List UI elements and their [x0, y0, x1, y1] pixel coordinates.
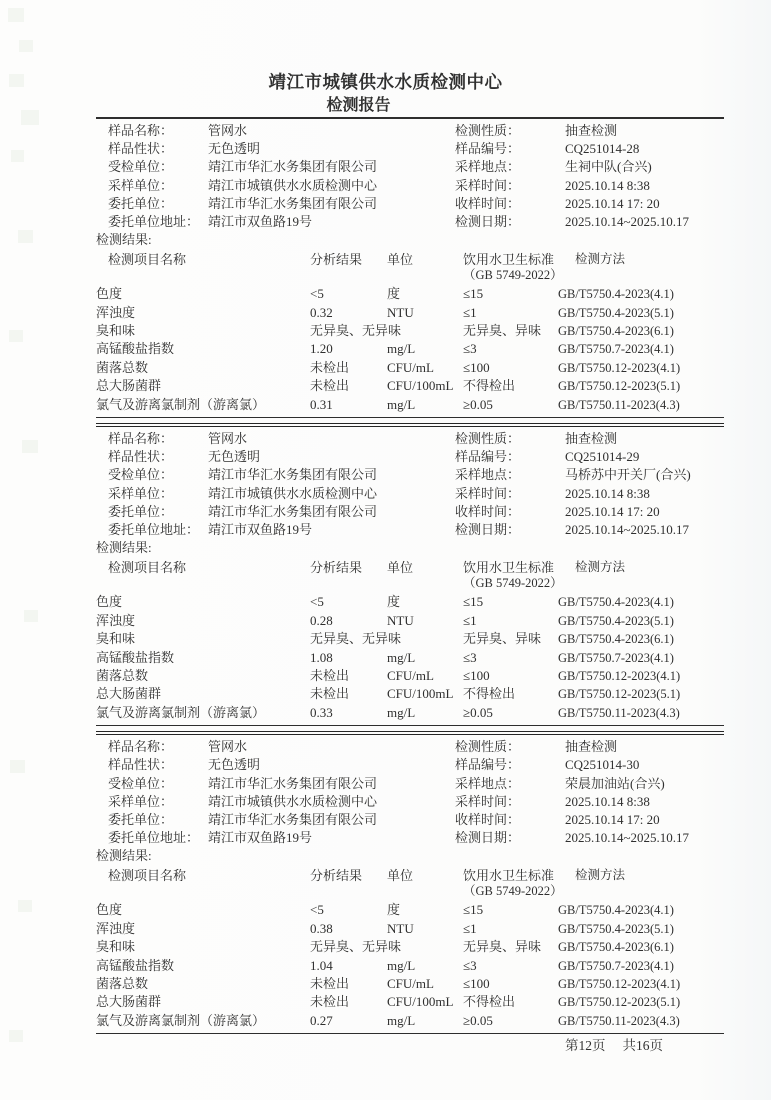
field-row	[455, 466, 691, 484]
unit: NTU	[387, 920, 414, 936]
results-table-header	[96, 559, 724, 591]
standard-limit: 不得检出	[463, 378, 516, 394]
analysis-result: 0.31	[310, 396, 333, 412]
standard-limit: ≤1	[463, 304, 477, 320]
analysis-result: 1.20	[310, 341, 333, 357]
analysis-result: 0.28	[310, 612, 333, 628]
total-pages: 共16页	[622, 1038, 663, 1054]
field-label: 受检单位：	[108, 775, 174, 791]
unit: CFU/100mL	[387, 378, 454, 394]
unit: mg/L	[387, 1012, 416, 1028]
result-row	[96, 993, 724, 1011]
result-row	[96, 938, 724, 956]
field-label: 样品性状：	[108, 757, 174, 773]
result-row	[96, 377, 724, 395]
test-method: GB/T5750.12-2023(4.1)	[558, 360, 681, 375]
result-row	[96, 957, 724, 975]
test-method: GB/T5750.4-2023(4.1)	[558, 903, 674, 918]
field-label: 委托单位：	[108, 503, 174, 519]
sample-section-3	[96, 735, 724, 1034]
unit: mg/L	[387, 704, 416, 720]
result-row	[96, 649, 724, 667]
field-row	[455, 793, 689, 811]
field-value: 管网水	[208, 123, 248, 138]
field-value: CQ251014-29	[565, 449, 640, 465]
test-method: GB/T5750.4-2023(5.1)	[558, 921, 674, 936]
column-header-unit: 单位	[387, 560, 414, 576]
field-label: 受检单位：	[108, 159, 174, 175]
field-value: 靖江市城镇供水水质检测中心	[208, 485, 378, 501]
result-row	[96, 593, 724, 611]
field-value: 2025.10.14 17: 20	[565, 195, 660, 211]
standard-limit: 无异臭、异味	[463, 631, 542, 647]
field-row	[455, 213, 689, 231]
standard-limit: ≤15	[463, 594, 484, 610]
standard-limit: ≤3	[463, 341, 477, 357]
field-value: 靖江市华汇水务集团有限公司	[208, 467, 378, 483]
field-label: 委托单位地址：	[108, 214, 200, 230]
field-value: 生祠中队(合兴)	[565, 159, 652, 175]
field-label: 采样时间：	[455, 793, 521, 809]
standard-limit: ≤100	[463, 359, 490, 375]
scan-artifact	[21, 110, 39, 125]
column-header-item: 检测项目名称	[108, 868, 187, 884]
unit	[387, 938, 463, 956]
results-label: 检测结果:	[96, 232, 152, 248]
analysis-result: <5	[310, 902, 324, 918]
field-label: 采样单位：	[108, 177, 174, 193]
scan-artifact	[11, 150, 24, 162]
test-method: GB/T5750.11-2023(4.3)	[558, 705, 680, 720]
field-row	[455, 158, 689, 176]
field-value: 靖江市华汇水务集团有限公司	[208, 195, 378, 211]
results-table-header	[96, 867, 724, 899]
column-header-item: 检测项目名称	[108, 252, 187, 268]
scan-artifact	[8, 8, 24, 22]
standard-limit: ≤15	[463, 902, 484, 918]
report-content	[96, 117, 724, 1034]
field-label: 采样单位：	[108, 485, 174, 501]
unit: mg/L	[387, 341, 416, 357]
field-label: 采样时间：	[455, 177, 521, 193]
field-label: 检测性质：	[455, 739, 521, 755]
field-value: CQ251014-30	[565, 757, 640, 773]
result-row	[96, 920, 724, 938]
unit: 度	[387, 902, 401, 918]
field-label: 采样时间：	[455, 485, 521, 501]
test-method: GB/T5750.4-2023(6.1)	[558, 940, 674, 955]
scan-artifact	[24, 610, 38, 622]
standard-header-line2: （GB 5749-2022）	[463, 884, 563, 899]
sample-fields	[96, 430, 724, 539]
unit: mg/L	[387, 396, 416, 412]
page-footer	[96, 1036, 771, 1056]
field-value: 无色透明	[208, 757, 261, 773]
analysis-result: 未检出	[310, 686, 350, 702]
standard-limit: 无异臭、异味	[463, 323, 542, 339]
column-header-result: 分析结果	[310, 868, 363, 884]
test-method: GB/T5750.4-2023(5.1)	[558, 613, 674, 628]
scan-artifact	[9, 74, 24, 87]
parameter-name: 浑浊度	[96, 612, 136, 628]
field-value: 抽查检测	[565, 431, 618, 447]
field-label: 检测性质：	[455, 431, 521, 447]
parameter-name: 浑浊度	[96, 920, 136, 936]
field-row	[455, 140, 689, 158]
scan-artifact	[10, 760, 25, 773]
field-row	[455, 521, 691, 539]
field-value: 无色透明	[208, 141, 261, 157]
results-label: 检测结果:	[96, 848, 152, 864]
parameter-name: 菌落总数	[96, 359, 149, 375]
field-value: 马桥苏中开关厂(合兴)	[565, 467, 691, 483]
result-row	[96, 704, 724, 722]
field-value: 靖江市城镇供水水质检测中心	[208, 177, 378, 193]
field-label: 样品名称：	[108, 123, 174, 138]
field-value: 2025.10.14~2025.10.17	[565, 522, 690, 538]
unit: CFU/mL	[387, 975, 434, 991]
standard-header-line2: （GB 5749-2022）	[463, 268, 563, 283]
field-row	[455, 195, 689, 213]
parameter-name: 氯气及游离氯制剂（游离氯）	[96, 1012, 266, 1028]
parameter-name: 氯气及游离氯制剂（游离氯）	[96, 704, 266, 720]
test-method: GB/T5750.7-2023(4.1)	[558, 342, 674, 357]
analysis-result: 未检出	[310, 378, 350, 394]
field-value: 靖江市双鱼路19号	[208, 830, 313, 846]
field-value: 2025.10.14~2025.10.17	[565, 214, 690, 230]
test-method: GB/T5750.7-2023(4.1)	[558, 958, 674, 973]
standard-limit: 不得检出	[463, 994, 516, 1010]
analysis-result: 0.32	[310, 304, 333, 320]
standard-limit: ≤100	[463, 667, 490, 683]
field-label: 样品名称：	[108, 431, 174, 447]
field-value: 2025.10.14~2025.10.17	[565, 830, 690, 846]
field-row	[455, 448, 691, 466]
field-row	[455, 177, 689, 195]
analysis-result: 无异臭、无异味	[310, 939, 402, 955]
result-row	[96, 304, 724, 322]
field-label: 采样单位：	[108, 793, 174, 809]
column-header-unit: 单位	[387, 252, 414, 268]
field-value: 靖江市华汇水务集团有限公司	[208, 159, 378, 175]
unit: CFU/100mL	[387, 686, 454, 702]
field-label: 委托单位：	[108, 811, 174, 827]
field-row	[455, 503, 691, 521]
field-row	[455, 829, 689, 847]
test-method: GB/T5750.4-2023(4.1)	[558, 595, 674, 610]
standard-limit: 不得检出	[463, 686, 516, 702]
standard-limit: ≤100	[463, 975, 490, 991]
scan-artifact	[18, 230, 33, 243]
unit: NTU	[387, 612, 414, 628]
table-bottom-rule	[96, 1033, 724, 1034]
unit: mg/L	[387, 649, 416, 665]
scan-artifact	[18, 900, 32, 912]
parameter-name: 高锰酸盐指数	[96, 957, 175, 973]
sample-fields	[96, 738, 724, 847]
test-method: GB/T5750.12-2023(5.1)	[558, 379, 681, 394]
parameter-name: 臭和味	[96, 631, 136, 647]
test-method: GB/T5750.7-2023(4.1)	[558, 650, 674, 665]
analysis-result: 未检出	[310, 975, 350, 991]
table-bottom-rule	[96, 417, 724, 418]
field-label: 收样时间：	[455, 195, 521, 211]
standard-header-line1: 饮用水卫生标准	[463, 868, 555, 884]
standard-limit: ≤3	[463, 957, 477, 973]
unit: 度	[387, 594, 401, 610]
test-method: GB/T5750.12-2023(5.1)	[558, 995, 681, 1010]
parameter-name: 高锰酸盐指数	[96, 649, 175, 665]
result-row	[96, 975, 724, 993]
field-label: 委托单位地址：	[108, 830, 200, 846]
field-label: 样品编号：	[455, 449, 521, 465]
standard-limit: ≤15	[463, 286, 484, 302]
field-label: 检测日期：	[455, 522, 521, 538]
field-label: 样品性状：	[108, 449, 174, 465]
parameter-name: 菌落总数	[96, 667, 149, 683]
test-method: GB/T5750.11-2023(4.3)	[558, 397, 680, 412]
unit: NTU	[387, 304, 414, 320]
result-row	[96, 340, 724, 358]
standard-limit: ≥0.05	[463, 1012, 493, 1028]
column-header-standard	[463, 251, 563, 283]
field-value: 2025.10.14 17: 20	[565, 811, 660, 827]
parameter-name: 总大肠菌群	[96, 686, 162, 702]
unit	[387, 322, 463, 340]
field-row	[455, 775, 689, 793]
analysis-result: 1.08	[310, 649, 333, 665]
sample-fields	[96, 122, 724, 231]
column-header-unit: 单位	[387, 868, 414, 884]
results-table-header	[96, 251, 724, 283]
test-method: GB/T5750.12-2023(4.1)	[558, 976, 681, 991]
field-value: 抽查检测	[565, 739, 618, 755]
field-value: 管网水	[208, 739, 248, 755]
test-method: GB/T5750.4-2023(4.1)	[558, 287, 674, 302]
field-label: 采样地点：	[455, 467, 521, 483]
test-method: GB/T5750.4-2023(6.1)	[558, 632, 674, 647]
column-header-standard	[463, 867, 563, 899]
field-value: 无色透明	[208, 449, 261, 465]
field-value: 靖江市华汇水务集团有限公司	[208, 811, 378, 827]
field-value: 抽查检测	[565, 123, 618, 138]
standard-limit: ≥0.05	[463, 396, 493, 412]
field-value: 2025.10.14 17: 20	[565, 503, 660, 519]
field-row	[455, 811, 689, 829]
results-label: 检测结果:	[96, 540, 152, 556]
standard-limit: ≤1	[463, 612, 477, 628]
column-header-result: 分析结果	[310, 252, 363, 268]
analysis-result: 0.27	[310, 1012, 333, 1028]
field-value: 靖江市双鱼路19号	[208, 522, 313, 538]
field-row	[455, 485, 691, 503]
page-subtitle: 检测报告	[326, 97, 391, 114]
analysis-result: 无异臭、无异味	[310, 631, 402, 647]
sample-section-1	[96, 119, 724, 427]
parameter-name: 总大肠菌群	[96, 378, 162, 394]
field-value: 管网水	[208, 431, 248, 447]
analysis-result: 无异臭、无异味	[310, 323, 402, 339]
unit	[387, 630, 463, 648]
field-value: 2025.10.14 8:38	[565, 177, 650, 193]
report-header	[0, 0, 771, 116]
field-label: 检测性质：	[455, 123, 521, 138]
result-row	[96, 285, 724, 303]
scan-artifact	[19, 40, 33, 52]
test-method: GB/T5750.4-2023(6.1)	[558, 324, 674, 339]
standard-header-line1: 饮用水卫生标准	[463, 560, 555, 576]
result-row	[96, 685, 724, 703]
analysis-result: <5	[310, 594, 324, 610]
parameter-name: 臭和味	[96, 323, 136, 339]
field-label: 委托单位：	[108, 195, 174, 211]
standard-limit: ≤1	[463, 920, 477, 936]
result-row	[96, 396, 724, 414]
scan-artifact	[9, 330, 23, 342]
field-value: 靖江市华汇水务集团有限公司	[208, 775, 378, 791]
field-row	[455, 122, 689, 140]
field-label: 委托单位地址：	[108, 522, 200, 538]
parameter-name: 色度	[96, 286, 123, 302]
test-method: GB/T5750.12-2023(5.1)	[558, 687, 681, 702]
result-row	[96, 630, 724, 648]
test-method: GB/T5750.12-2023(4.1)	[558, 668, 681, 683]
field-label: 检测日期：	[455, 830, 521, 846]
analysis-result: 未检出	[310, 359, 350, 375]
column-header-method: 检测方法	[575, 560, 626, 575]
test-method: GB/T5750.11-2023(4.3)	[558, 1013, 680, 1028]
field-value: 靖江市双鱼路19号	[208, 214, 313, 230]
field-label: 收样时间：	[455, 811, 521, 827]
field-value: 2025.10.14 8:38	[565, 793, 650, 809]
result-row	[96, 322, 724, 340]
parameter-name: 色度	[96, 902, 123, 918]
parameter-name: 总大肠菌群	[96, 994, 162, 1010]
field-label: 受检单位：	[108, 467, 174, 483]
analysis-result: 1.04	[310, 957, 333, 973]
field-label: 采样地点：	[455, 159, 521, 175]
field-value: 2025.10.14 8:38	[565, 485, 650, 501]
standard-limit: ≤3	[463, 649, 477, 665]
field-value: CQ251014-28	[565, 141, 640, 157]
table-bottom-rule	[96, 725, 724, 726]
standard-limit: 无异臭、异味	[463, 939, 542, 955]
result-row	[96, 612, 724, 630]
column-header-standard	[463, 559, 563, 591]
parameter-name: 菌落总数	[96, 975, 149, 991]
result-row	[96, 1012, 724, 1030]
parameter-name: 色度	[96, 594, 123, 610]
field-label: 样品编号：	[455, 141, 521, 157]
result-row	[96, 359, 724, 377]
standard-header-line2: （GB 5749-2022）	[463, 576, 563, 591]
page-title: 靖江市城镇供水水质检测中心	[268, 72, 503, 92]
sample-section-2	[96, 427, 724, 735]
parameter-name: 浑浊度	[96, 304, 136, 320]
standard-limit: ≥0.05	[463, 704, 493, 720]
scan-artifact	[9, 1030, 23, 1042]
unit: mg/L	[387, 957, 416, 973]
field-row	[455, 756, 689, 774]
parameter-name: 氯气及游离氯制剂（游离氯）	[96, 396, 266, 412]
column-header-method: 检测方法	[575, 868, 626, 883]
column-header-method: 检测方法	[575, 252, 626, 267]
field-value: 靖江市华汇水务集团有限公司	[208, 503, 378, 519]
analysis-result: 未检出	[310, 994, 350, 1010]
result-row	[96, 901, 724, 919]
field-row	[455, 738, 689, 756]
field-label: 样品编号：	[455, 757, 521, 773]
unit: 度	[387, 286, 401, 302]
field-label: 收样时间：	[455, 503, 521, 519]
analysis-result: 0.38	[310, 920, 333, 936]
parameter-name: 高锰酸盐指数	[96, 341, 175, 357]
field-value: 荣晨加油站(合兴)	[565, 775, 665, 791]
result-row	[96, 667, 724, 685]
unit: CFU/100mL	[387, 994, 454, 1010]
page-number: 第12页	[565, 1038, 606, 1054]
field-label: 样品名称：	[108, 739, 174, 755]
analysis-result: 0.33	[310, 704, 333, 720]
field-label: 检测日期：	[455, 214, 521, 230]
field-label: 采样地点：	[455, 775, 521, 791]
parameter-name: 臭和味	[96, 939, 136, 955]
unit: CFU/mL	[387, 359, 434, 375]
column-header-result: 分析结果	[310, 560, 363, 576]
column-header-item: 检测项目名称	[108, 560, 187, 576]
test-method: GB/T5750.4-2023(5.1)	[558, 305, 674, 320]
field-value: 靖江市城镇供水水质检测中心	[208, 793, 378, 809]
field-label: 样品性状：	[108, 141, 174, 157]
analysis-result: <5	[310, 286, 324, 302]
unit: CFU/mL	[387, 667, 434, 683]
analysis-result: 未检出	[310, 667, 350, 683]
standard-header-line1: 饮用水卫生标准	[463, 252, 555, 268]
scan-artifact	[22, 440, 38, 453]
field-row	[455, 430, 691, 448]
